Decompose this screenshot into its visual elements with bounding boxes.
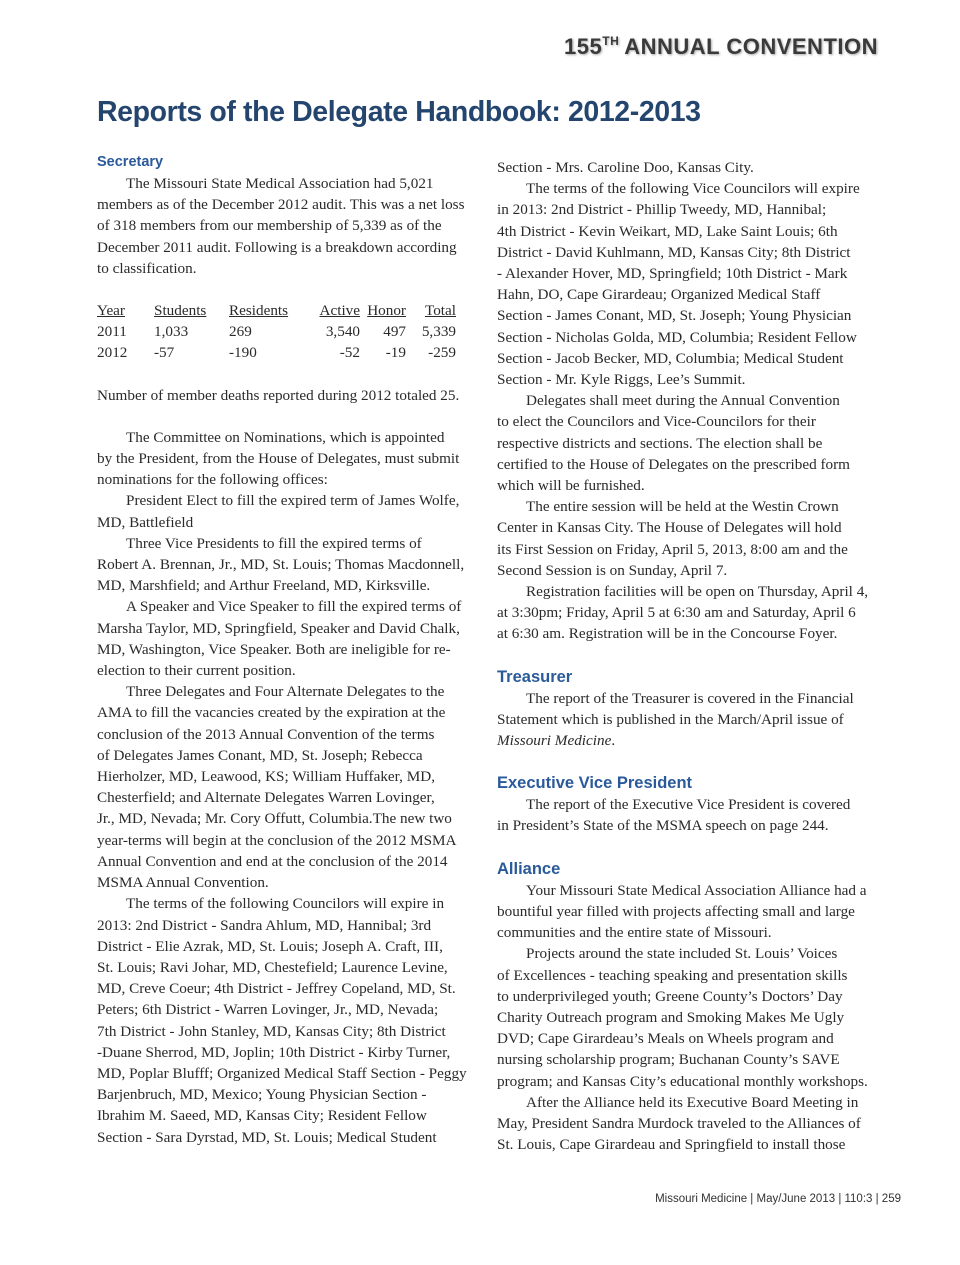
treasurer-heading: Treasurer: [497, 667, 573, 686]
text-line: Three Delegates and Four Alternate Delegates to the: [126, 683, 445, 701]
text-line: MSMA Annual Convention.: [97, 874, 269, 892]
text-line: of 318 members from our membership of 5,339 as of the: [97, 217, 442, 235]
table-cell: 2011: [97, 323, 127, 341]
text-line: Chesterfield; and Alternate Delegates Warren Lovinger,: [97, 789, 435, 807]
text-line: at 3:30pm; Friday, April 5 at 6:30 am and Saturday, April 6: [497, 604, 856, 622]
text-line: [497, 730, 889, 751]
text-line: The Committee on Nominations, which is appointed: [126, 428, 445, 446]
text-line: The terms of the following Councilors will expire in: [126, 895, 445, 913]
text-line: at 6:30 am. Registration will be in the Concourse Foyer.: [497, 625, 838, 643]
convention-ordinal: TH: [602, 34, 620, 48]
text-line: Ibrahim M. Saeed, MD, Kansas City; Resident Fellow: [97, 1107, 427, 1125]
page-title: Reports of the Delegate Handbook: 2012-2013: [97, 96, 701, 128]
text-line: The report of the Treasurer is covered in the Financial: [526, 689, 854, 707]
header-total: Total: [425, 302, 456, 320]
text-line: The report of the Executive Vice President is covered: [526, 796, 851, 814]
text-line: 4th District - Kevin Weikart, MD, Lake Saint Louis; 6th: [497, 222, 838, 240]
text-line: Three Vice Presidents to fill the expired terms of: [126, 534, 422, 552]
table-cell: 269: [229, 323, 252, 341]
text-line: Statement which is published in the March/April issue of: [497, 710, 844, 728]
text-line: Delegates shall meet during the Annual Convention: [526, 392, 840, 410]
text-line: AMA to fill the vacancies created by the expiration at the: [97, 704, 446, 722]
right-column: [497, 157, 889, 1155]
text-line: Barjenbruch, MD, Mexico; Young Physician Section -: [97, 1086, 427, 1104]
text-line: St. Louis; Ravi Johar, MD, Chestefield; Laurence Levine,: [97, 958, 448, 976]
text-line: election to their current position.: [97, 662, 296, 680]
convention-label: ANNUAL CONVENTION: [624, 34, 878, 59]
table-cell: -259: [428, 344, 456, 362]
text-line: MD, Washington, Vice Speaker. Both are ineligible for re-: [97, 640, 451, 658]
text-line: nominations for the following offices:: [97, 471, 328, 489]
running-head: [564, 34, 878, 60]
table-cell: 2012: [97, 344, 128, 362]
text-line: by the President, from the House of Delegates, must submit: [97, 450, 460, 468]
text-line: Projects around the state included St. Louis’ Voices: [526, 945, 838, 963]
table-cell: 5,339: [421, 323, 456, 341]
text-line: Jr., MD, Nevada; Mr. Cory Offutt, Columbia.The new two: [97, 810, 452, 828]
text-line: St. Louis, Cape Girardeau and Springfield to install those: [497, 1136, 846, 1154]
header-students: Students: [154, 302, 207, 320]
text-line: Section - Mr. Kyle Riggs, Lee’s Summit.: [497, 371, 746, 389]
table-cell: 1,033: [154, 323, 189, 341]
text-line: District - David Kuhlmann, MD, Kansas City; 8th District: [497, 243, 851, 261]
text-line: to underprivileged youth; Greene County’s Doctors’ Day: [497, 987, 843, 1005]
table-row: [97, 342, 456, 363]
text-line: of Excellences - teaching speaking and presentation skills: [497, 966, 848, 984]
table-cell: -190: [229, 344, 257, 362]
text-line: Hierholzer, MD, Leawood, KS; William Huffaker, MD,: [97, 768, 435, 786]
text-line: to classification.: [97, 259, 197, 277]
text-line: in President’s State of the MSMA speech on page 244.: [497, 817, 829, 835]
text-line: The Missouri State Medical Association had 5,021: [126, 175, 434, 192]
text-line: MD, Creve Coeur; 4th District - Jeffrey Copeland, MD, St.: [97, 980, 456, 998]
text-line: 7th District - John Stanley, MD, Kansas City; 8th District: [97, 1022, 446, 1040]
text-line: A Speaker and Vice Speaker to fill the expired terms of: [126, 598, 462, 616]
text-line: which will be furnished.: [497, 477, 645, 495]
text-line: The terms of the following Vice Councilors will expire: [526, 180, 860, 198]
text-line: communities and the entire state of Missouri.: [497, 924, 772, 942]
journal-end: .: [611, 732, 616, 750]
text-line: Charity Outreach program and Smoking Makes Me Ugly: [497, 1008, 845, 1026]
secretary-heading: Secretary: [97, 154, 164, 170]
text-line: After the Alliance held its Executive Board Meeting in: [526, 1093, 859, 1111]
text-line: District - Elie Azrak, MD, St. Louis; Joseph A. Craft, III,: [97, 937, 443, 955]
text-line: Robert A. Brennan, Jr., MD, St. Louis; Thomas Macdonnell,: [97, 556, 465, 574]
evp-heading: Executive Vice President: [497, 774, 693, 793]
table-header-row: [97, 300, 456, 321]
text-line: Section - Jacob Becker, MD, Columbia; Medical Student: [497, 349, 844, 367]
page-footer: Missouri Medicine | May/June 2013 | 110:3 | 259: [655, 1193, 901, 1205]
text-line: President Elect to fill the expired term of James Wolfe,: [126, 492, 460, 510]
text-line: Annual Convention and end at the conclusion of the 2014: [97, 852, 448, 870]
text-line: Section - James Conant, MD, St. Joseph; Young Physician: [497, 307, 852, 325]
text-line: Marsha Taylor, MD, Springfield, Speaker and David Chalk,: [97, 619, 460, 637]
text-line: conclusion of the 2013 Annual Convention of the terms: [97, 725, 435, 743]
text-line: certified to the House of Delegates on the prescribed form: [497, 455, 850, 473]
header-year: Year: [97, 302, 125, 320]
membership-table: [97, 300, 456, 364]
text-line: Center in Kansas City. The House of Delegates will hold: [497, 519, 842, 537]
text-line: DVD; Cape Girardeau’s Meals on Wheels program and: [497, 1030, 834, 1048]
text-line: Your Missouri State Medical Association Alliance had a: [526, 881, 867, 899]
text-line: nursing scholarship program; Buchanan County’s SAVE: [497, 1051, 840, 1069]
text-line: - Alexander Hover, MD, Springfield; 10th District - Mark: [497, 265, 848, 283]
deaths-line: Number of member deaths reported during 2012 totaled 25.: [97, 386, 460, 404]
text-line: Peters; 6th District - Warren Lovinger, Jr., MD, Nevada;: [97, 1001, 439, 1019]
text-line: Section - Mrs. Caroline Doo, Kansas City.: [497, 159, 754, 176]
text-line: respective districts and sections. The election shall be: [497, 434, 823, 452]
text-line: Registration facilities will be open on Thursday, April 4,: [526, 583, 869, 601]
text-line: to elect the Councilors and Vice-Councilors for their: [497, 413, 816, 431]
text-line: May, President Sandra Murdock traveled to the Alliances of: [497, 1114, 861, 1132]
text-line: Second Session is on Sunday, April 7.: [497, 561, 728, 579]
journal-name: Missouri Medicine: [497, 732, 612, 750]
header-residents: Residents: [229, 302, 289, 320]
table-cell: 497: [383, 323, 406, 341]
text-line: Hahn, DO, Cape Girardeau; Organized Medical Staff: [497, 286, 821, 304]
text-line: year-terms will begin at the conclusion of the 2012 MSMA: [97, 831, 457, 849]
text-line: program; and Kansas City’s educational monthly workshops.: [497, 1072, 868, 1090]
text-line: Section - Sara Dyrstad, MD, St. Louis; Medical Student: [97, 1128, 437, 1146]
text-line: MD, Poplar Blufff; Organized Medical Staff Section - Peggy: [97, 1064, 467, 1082]
left-column: [97, 152, 483, 1148]
table-cell: -57: [154, 344, 175, 362]
text-line: December 2011 audit. Following is a breakdown according: [97, 238, 457, 256]
text-line: MD, Marshfield; and Arthur Freeland, MD, Kirksville.: [97, 577, 431, 595]
convention-number: 155: [564, 34, 603, 59]
text-line: its First Session on Friday, April 5, 2013, 8:00 am and the: [497, 540, 848, 558]
table-row: [97, 321, 456, 342]
table-cell: -52: [339, 344, 360, 362]
text-line: 2013: 2nd District - Sandra Ahlum, MD, Hannibal; 3rd: [97, 916, 432, 934]
alliance-heading: Alliance: [497, 859, 561, 878]
text-line: MD, Battlefield: [97, 513, 194, 531]
text-line: Section - Nicholas Golda, MD, Columbia; Resident Fellow: [497, 328, 857, 346]
header-active: Active: [319, 302, 360, 320]
table-cell: -19: [385, 344, 406, 362]
header-honor: Honor: [367, 302, 406, 320]
text-line: bountiful year filled with projects affecting small and large: [497, 902, 855, 920]
table-cell: 3,540: [325, 323, 360, 341]
text-line: The entire session will be held at the Westin Crown: [526, 498, 839, 516]
text-line: -Duane Sherrod, MD, Joplin; 10th District - Kirby Turner,: [97, 1043, 451, 1061]
text-line: of Delegates James Conant, MD, St. Joseph; Rebecca: [97, 746, 423, 764]
text-line: members as of the December 2012 audit. This was a net loss: [97, 196, 465, 214]
text-line: in 2013: 2nd District - Phillip Tweedy, MD, Hannibal;: [497, 201, 827, 219]
